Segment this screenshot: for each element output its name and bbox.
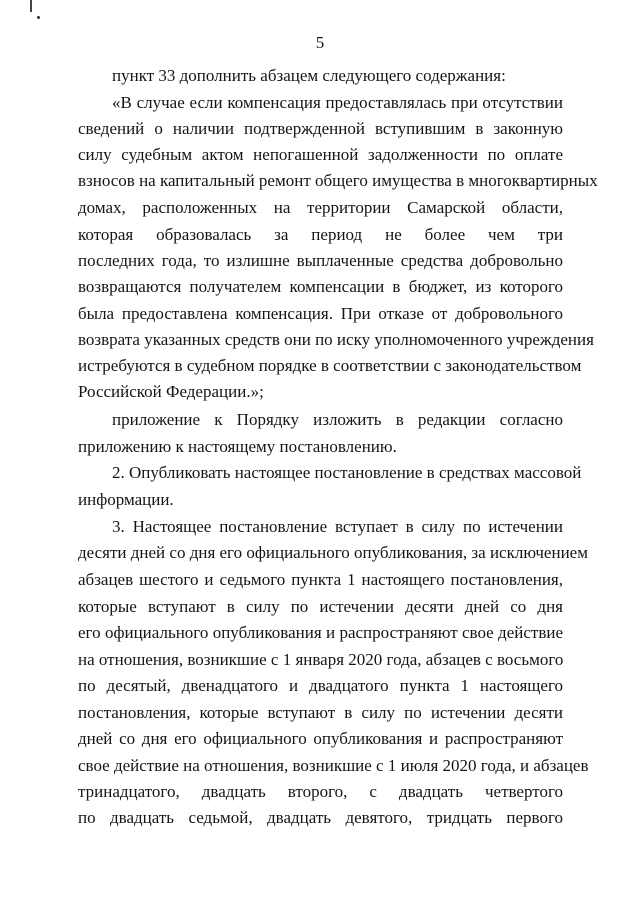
- page-number: 5: [315, 33, 325, 52]
- text-line: сведений о наличии подтвержденной вступившим в законную: [78, 119, 563, 138]
- scan-dot: [37, 16, 40, 19]
- text-line: взносов на капитальный ремонт общего имущества в многоквартирных: [78, 171, 598, 190]
- text-line: силу судебным актом непогашенной задолженности по оплате: [78, 145, 563, 164]
- text-line: постановления, которые вступают в силу по истечении десяти: [78, 703, 563, 722]
- text-line: тринадцатого, двадцать второго, с двадцать четвертого: [78, 782, 563, 801]
- text-line: Российской Федерации.»;: [78, 382, 264, 401]
- scan-mark: [30, 0, 32, 12]
- text-line: последних года, то излишне выплаченные средства добровольно: [78, 251, 563, 270]
- text-line: информации.: [78, 490, 174, 509]
- text-line: дней со дня его официального опубликования и распространяют: [78, 729, 563, 748]
- text-line: на отношения, возникшие с 1 января 2020 года, абзацев с восьмого: [78, 650, 564, 669]
- text-line: приложение к Порядку изложить в редакции согласно: [112, 410, 563, 429]
- text-line: 3. Настоящее постановление вступает в силу по истечении: [112, 517, 563, 536]
- text-line: которая образовалась за период не более чем три: [78, 225, 563, 244]
- text-line: домах, расположенных на территории Самарской области,: [78, 198, 563, 217]
- text-line: возврата указанных средств они по иску уполномоченного учреждения: [78, 330, 594, 349]
- text-line: была предоставлена компенсация. При отказе от добровольного: [78, 304, 563, 323]
- text-line: свое действие на отношения, возникшие с 1 июля 2020 года, и абзацев: [78, 756, 589, 775]
- text-line: десяти дней со дня его официального опубликования, за исключением: [78, 543, 588, 562]
- text-line: пункт 33 дополнить абзацем следующего содержания:: [112, 66, 506, 85]
- text-line: «В случае если компенсация предоставлялась при отсутствии: [112, 93, 563, 112]
- text-line: его официального опубликования и распространяют свое действие: [78, 623, 563, 642]
- text-line: 2. Опубликовать настоящее постановление в средствах массовой: [112, 463, 582, 482]
- text-line: возвращаются получателем компенсации в бюджет, из которого: [78, 277, 563, 296]
- text-line: истребуются в судебном порядке в соответствии с законодательством: [78, 356, 582, 375]
- text-line: по двадцать седьмой, двадцать девятого, тридцать первого: [78, 808, 563, 827]
- text-line: которые вступают в силу по истечении десяти дней со дня: [78, 597, 563, 616]
- text-line: абзацев шестого и седьмого пункта 1 настоящего постановления,: [78, 570, 563, 589]
- text-line: приложению к настоящему постановлению.: [78, 437, 397, 456]
- text-line: по десятый, двенадцатого и двадцатого пункта 1 настоящего: [78, 676, 563, 695]
